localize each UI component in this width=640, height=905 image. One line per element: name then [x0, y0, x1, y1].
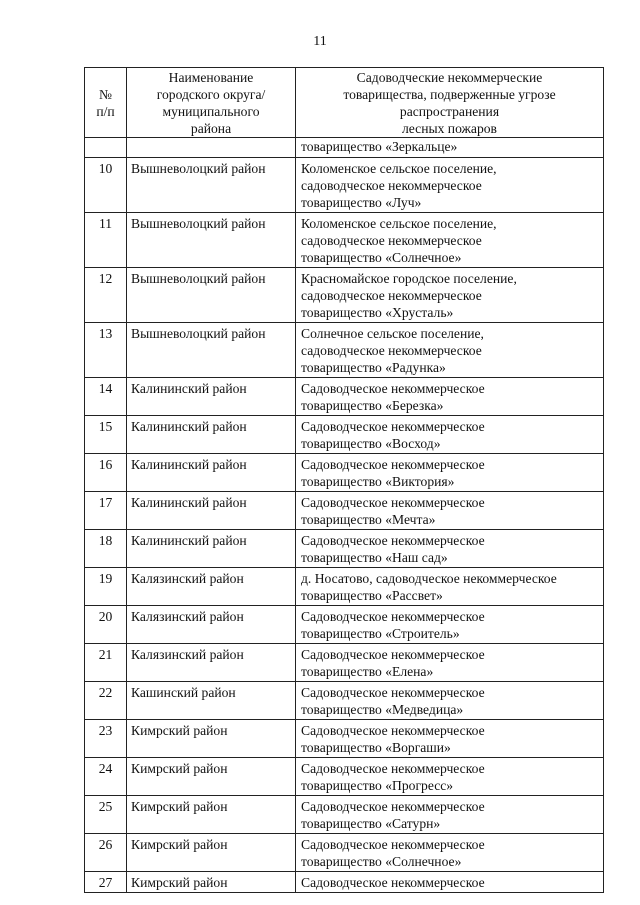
district-name: Вышневолоцкий район — [127, 158, 296, 213]
row-number: 23 — [85, 720, 127, 758]
continuation-row — [85, 138, 604, 158]
page-number: 11 — [313, 34, 327, 49]
district-name: Калининский район — [127, 378, 296, 416]
district-name: Кимрский район — [127, 720, 296, 758]
partnership-cell — [296, 568, 604, 606]
partnership-line: Садоводческое некоммерческое — [301, 647, 485, 662]
partnership-line: Садоводческое некоммерческое — [301, 685, 485, 700]
row-number: 27 — [85, 872, 127, 893]
table-row — [85, 416, 604, 454]
header-partnerships-line: товарищества, подверженные угрозе — [343, 87, 556, 102]
partnership-line: д. Носатово, садоводческое некоммерческое — [301, 571, 557, 586]
partnership-line: товарищество «Виктория» — [301, 474, 455, 489]
row-number: 25 — [85, 796, 127, 834]
partnership-cell — [296, 872, 604, 893]
district-name: Калязинский район — [127, 644, 296, 682]
continuation-text: товарищество «Зеркальце» — [296, 138, 604, 158]
partnership-line: товарищество «Елена» — [301, 664, 434, 679]
partnership-cell — [296, 530, 604, 568]
partnership-line: товарищество «Мечта» — [301, 512, 436, 527]
row-number: 10 — [85, 158, 127, 213]
district-name: Калининский район — [127, 416, 296, 454]
header-partnerships — [296, 68, 604, 138]
partnership-cell — [296, 796, 604, 834]
district-name: Калининский район — [127, 454, 296, 492]
partnership-line: Садоводческое некоммерческое — [301, 381, 485, 396]
district-name: Калининский район — [127, 530, 296, 568]
partnership-line: товарищество «Медведица» — [301, 702, 464, 717]
partnership-line: Красномайское городское поселение, — [301, 271, 517, 286]
partnership-line: товарищество «Солнечное» — [301, 854, 462, 869]
partnership-cell — [296, 268, 604, 323]
table-row — [85, 644, 604, 682]
partnership-line: товарищество «Строитель» — [301, 626, 460, 641]
table-row — [85, 268, 604, 323]
partnership-line: товарищество «Наш сад» — [301, 550, 448, 565]
district-name: Кимрский район — [127, 834, 296, 872]
table-row — [85, 530, 604, 568]
partnership-line: товарищество «Воргаши» — [301, 740, 451, 755]
header-partnerships-line: лесных пожаров — [402, 121, 497, 136]
table-row — [85, 796, 604, 834]
partnership-cell — [296, 720, 604, 758]
district-name: Калининский район — [127, 492, 296, 530]
table-row — [85, 758, 604, 796]
table-row — [85, 213, 604, 268]
row-number: 18 — [85, 530, 127, 568]
row-number: 21 — [85, 644, 127, 682]
partnership-cell — [296, 682, 604, 720]
row-number: 14 — [85, 378, 127, 416]
partnership-line: товарищество «Березка» — [301, 398, 444, 413]
district-name: Вышневолоцкий район — [127, 323, 296, 378]
row-number: 11 — [85, 213, 127, 268]
table-row — [85, 378, 604, 416]
table-row — [85, 454, 604, 492]
partnership-line: товарищество «Восход» — [301, 436, 441, 451]
district-name: Калязинский район — [127, 568, 296, 606]
header-partnerships-line: распространения — [399, 104, 500, 119]
partnership-line: садоводческое некоммерческое — [301, 178, 482, 193]
partnership-line: Садоводческое некоммерческое — [301, 419, 485, 434]
row-number: 15 — [85, 416, 127, 454]
row-number: 16 — [85, 454, 127, 492]
partnership-cell — [296, 492, 604, 530]
header-number — [85, 68, 127, 138]
district-name: Вышневолоцкий район — [127, 268, 296, 323]
partnership-line: Садоводческое некоммерческое — [301, 799, 485, 814]
partnership-cell — [296, 606, 604, 644]
district-name: Кимрский район — [127, 758, 296, 796]
row-number: 17 — [85, 492, 127, 530]
partnership-cell — [296, 644, 604, 682]
header-district-line: района — [190, 121, 232, 136]
row-number: 19 — [85, 568, 127, 606]
partnership-line: Садоводческое некоммерческое — [301, 761, 485, 776]
partnership-line: Коломенское сельское поселение, — [301, 216, 497, 231]
row-number: 24 — [85, 758, 127, 796]
table-row — [85, 872, 604, 893]
row-number: 22 — [85, 682, 127, 720]
partnership-cell — [296, 158, 604, 213]
partnership-line: Коломенское сельское поселение, — [301, 161, 497, 176]
partnership-line: товарищество «Луч» — [301, 195, 422, 210]
header-district-line: Наименование — [168, 70, 254, 85]
partnership-cell — [296, 213, 604, 268]
gardening-partnerships-table — [84, 67, 604, 893]
table-row — [85, 158, 604, 213]
partnership-line: Садоводческое некоммерческое — [301, 533, 485, 548]
table-row — [85, 720, 604, 758]
table-header-row — [85, 68, 604, 138]
table-row — [85, 568, 604, 606]
table-row — [85, 682, 604, 720]
partnership-line: товарищество «Хрусталь» — [301, 305, 454, 320]
partnership-cell — [296, 454, 604, 492]
partnership-line: садоводческое некоммерческое — [301, 233, 482, 248]
partnership-line: Садоводческое некоммерческое — [301, 609, 485, 624]
table-row — [85, 323, 604, 378]
table-row — [85, 606, 604, 644]
partnership-line: Садоводческое некоммерческое — [301, 837, 485, 852]
district-name: Кашинский район — [127, 682, 296, 720]
row-number: 26 — [85, 834, 127, 872]
row-number: 20 — [85, 606, 127, 644]
district-name: Кимрский район — [127, 796, 296, 834]
district-name: Калязинский район — [127, 606, 296, 644]
row-number: 13 — [85, 323, 127, 378]
partnership-cell — [296, 834, 604, 872]
header-number-line: п/п — [96, 104, 115, 119]
district-name: Кимрский район — [127, 872, 296, 893]
partnership-cell — [296, 323, 604, 378]
partnership-line: Садоводческое некоммерческое — [301, 495, 485, 510]
partnership-line: садоводческое некоммерческое — [301, 343, 482, 358]
partnership-line: товарищество «Сатурн» — [301, 816, 441, 831]
table-row — [85, 492, 604, 530]
partnership-line: товарищество «Радунка» — [301, 360, 446, 375]
continuation-num-cell — [85, 138, 127, 158]
partnership-cell — [296, 416, 604, 454]
partnership-line: садоводческое некоммерческое — [301, 288, 482, 303]
partnership-line: Солнечное сельское поселение, — [301, 326, 484, 341]
district-name: Вышневолоцкий район — [127, 213, 296, 268]
partnership-line: Садоводческое некоммерческое — [301, 875, 485, 890]
header-district-line: муниципального — [162, 104, 260, 119]
partnership-cell — [296, 758, 604, 796]
header-district-line: городского округа/ — [156, 87, 266, 102]
partnership-line: товарищество «Солнечное» — [301, 250, 462, 265]
header-number-line: № — [99, 87, 112, 102]
partnership-line: Садоводческое некоммерческое — [301, 723, 485, 738]
partnership-cell — [296, 378, 604, 416]
continuation-name-cell — [127, 138, 296, 158]
row-number: 12 — [85, 268, 127, 323]
partnership-line: товарищество «Прогресс» — [301, 778, 454, 793]
partnership-line: Садоводческое некоммерческое — [301, 457, 485, 472]
header-partnerships-line: Садоводческие некоммерческие — [356, 70, 543, 85]
table-row — [85, 834, 604, 872]
header-district — [127, 68, 296, 138]
partnership-line: товарищество «Рассвет» — [301, 588, 443, 603]
